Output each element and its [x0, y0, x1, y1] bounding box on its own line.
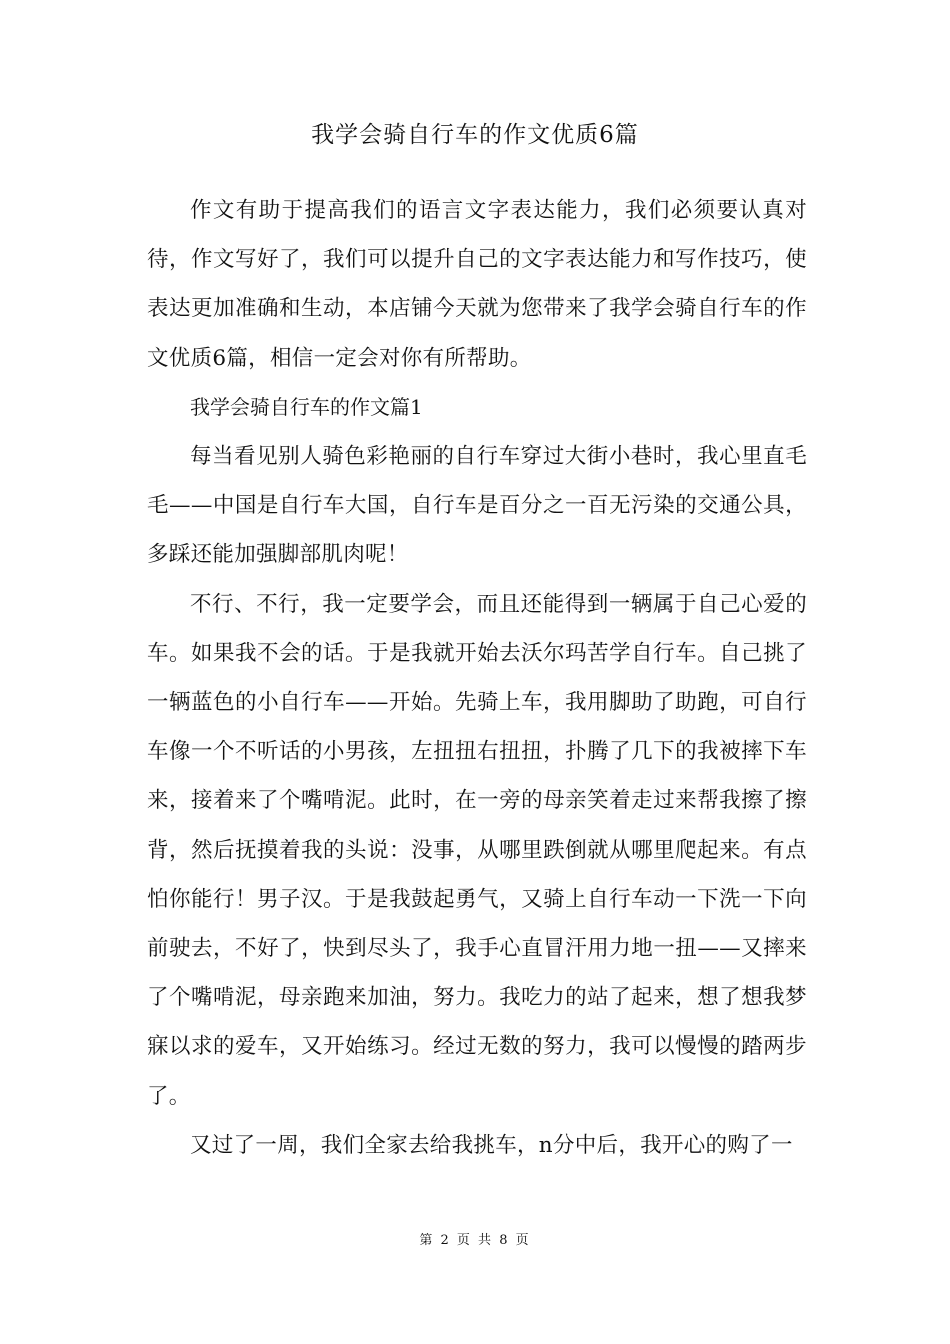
body-paragraph-1: 每当看见别人骑色彩艳丽的自行车穿过大街小巷时，我心里直毛毛——中国是自行车大国，自行车是百分之一百无污染的交通公具，多踩还能加强脚部肌肉呢！	[147, 444, 807, 568]
section-heading: 我学会骑自行车的作文篇1	[190, 394, 423, 419]
page-number-footer: 第 2 页 共 8 页	[419, 1233, 531, 1248]
body-paragraph-3: 又过了一周，我们全家去给我挑车，n分中后，我开心的购了一	[190, 1132, 793, 1158]
body-paragraph-2: 不行、不行，我一定要学会，而且还能得到一辆属于自己心爱的车。如果我不会的话。于是我就开始去沃尔玛苦学自行车。自己挑了一辆蓝色的小自行车——开始。先骑上车，我用脚助了助跑，可自行车像一个不听话的小男孩，左扭扭右扭扭，扑腾了几下的我被摔下车来，接着来了个嘴啃泥。此时，在一旁的母亲笑着走过来帮我擦了擦背，然后抚摸着我的头说：没事，从哪里跌倒就从哪里爬起来。有点怕你能行！男子汉。于是我鼓起勇气，又骑上自行车动一下洗一下向前驶去，不好了，快到尽头了，我手心直冒汗用力地一扭——又摔来了个嘴啃泥，母亲跑来加油，努力。我吃力的站了起来，想了想我梦寐以求的爱车，又开始练习。经过无数的努力，我可以慢慢的踏两步了。	[147, 591, 807, 1109]
intro-paragraph: 作文有助于提高我们的语言文字表达能力，我们必须要认真对待，作文写好了，我们可以提升自己的文字表达能力和写作技巧，使表达更加准确和生动，本店铺今天就为您带来了我学会骑自行车的作文优质6篇，相信一定会对你有所帮助。	[147, 198, 807, 371]
document-body	[147, 186, 807, 1170]
document-title: 我学会骑自行车的作文优质6篇	[311, 122, 639, 148]
